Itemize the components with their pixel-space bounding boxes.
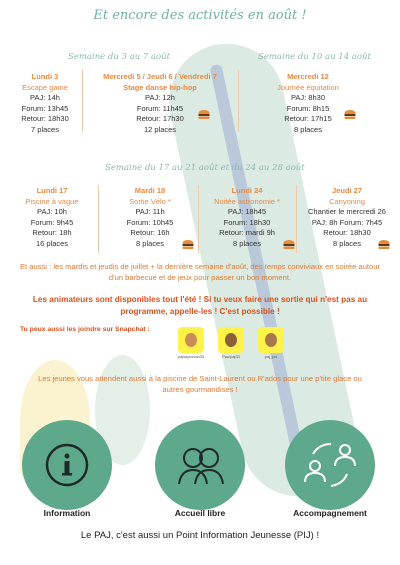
snapchat-username: Paulpaj33	[222, 354, 240, 359]
activity-places: 8 places	[333, 238, 361, 248]
week-heading-2: Semaine du 10 au 14 août	[258, 52, 371, 62]
activity-places: 16 places	[35, 238, 69, 248]
activity-detail: PAJ: 11h	[135, 207, 165, 216]
activity-name: Stage danse hip-hop	[123, 82, 197, 92]
activity-name: Piscine à vague	[25, 196, 79, 206]
divider	[296, 185, 297, 253]
information-label: Information	[43, 508, 91, 518]
activity-day: Lundi 24	[231, 186, 263, 195]
burger-icon	[344, 110, 356, 120]
week-heading-1: Semaine du 3 au 7 août	[68, 52, 171, 62]
activity-name: Journée équitation	[277, 82, 339, 92]
snapchat-username: paj_jos	[264, 354, 278, 359]
snapchat-code-1	[178, 327, 204, 353]
activity-detail: Retour: 16h	[130, 228, 170, 237]
activity-detail: Forum: 8h15	[286, 103, 330, 113]
paragraph-barbecue: Et aussi : les mardis et jeudis de juillet + la dernière semaine d'août, des temps conviviaux en soirée autour d'un barbecue et de jeux pour passer un bon moment.	[19, 262, 381, 282]
people-icon	[155, 420, 245, 510]
activity-detail: Forum: 18h30	[223, 217, 271, 227]
activity-name: Nuitée astronomie *	[214, 196, 280, 206]
activity-places: 8 places	[294, 124, 322, 134]
accueil-label: Accueil libre	[174, 508, 226, 518]
activity-places: 7 places	[31, 124, 59, 134]
activity-detail: Forum: 11h45	[136, 103, 184, 113]
activity-detail: PAJ: 12h	[145, 93, 175, 102]
accompagnement-circle	[285, 420, 375, 510]
activity-day: Mardi 18	[134, 186, 166, 195]
activity-detail: Retour: 18h30	[21, 114, 69, 123]
activity-detail: Retour: 17h15	[284, 114, 332, 123]
activity-day: Jeudi 27	[331, 186, 362, 195]
divider	[198, 185, 199, 253]
activity-places: 8 places	[136, 238, 164, 248]
activity-places: 12 places	[143, 124, 177, 134]
snapchat-code-3	[258, 327, 284, 353]
paragraph-animateurs: Les animateurs sont disponibles tout l'été ! Si tu veux faire une sortie qui n'est pas au programme, appelle-les ! C'est possible !	[32, 295, 368, 316]
divider	[82, 70, 83, 132]
activity-card	[200, 186, 294, 249]
activity-detail: PAJ: 10h	[37, 207, 67, 216]
burger-icon	[378, 240, 390, 250]
burger-icon	[198, 110, 210, 120]
page-title: Et encore des activités en août !	[93, 8, 307, 23]
activity-name: Sortie Vélo *	[129, 196, 171, 206]
activity-name: Canyoning	[329, 196, 365, 206]
divider	[238, 70, 239, 132]
activity-detail: PAJ: 14h	[30, 93, 60, 102]
information-circle	[22, 420, 112, 510]
paragraph-piscine: Les jeunes vous attendent aussi à la piscine de Saint-Laurent ou R'ados pour une p'tite glace ou autres gourmandises !	[38, 374, 362, 394]
exchange-icon	[285, 420, 375, 510]
burger-icon	[182, 240, 194, 250]
accompagnement-label: Accompagnement	[293, 508, 367, 518]
activity-card	[262, 72, 354, 135]
activity-detail: Chantier le mercredi 26	[308, 207, 386, 216]
activity-card	[10, 72, 80, 135]
activity-detail: Retour: mardi 9h	[219, 228, 275, 237]
week-heading-3: Semaine du 17 au 21 août et du 24 au 28 août	[105, 163, 305, 173]
activity-detail: Retour: 18h30	[323, 228, 371, 237]
snapchat-code-2	[218, 327, 244, 353]
activity-day: Lundi 17	[36, 186, 68, 195]
activity-detail: PAJ: 18h45	[227, 207, 267, 216]
activity-name: Escape game	[22, 82, 68, 92]
burger-icon	[283, 240, 295, 250]
activity-card	[86, 72, 234, 135]
activity-detail: Forum: 10h45	[126, 217, 174, 227]
activity-detail: Retour: 17h30	[136, 114, 184, 123]
activity-detail: PAJ: 8h30	[290, 93, 326, 102]
activity-detail: PAJ: 8h Forum: 7h45	[311, 217, 383, 227]
info-icon	[22, 420, 112, 510]
activity-detail: Forum: 9h45	[30, 217, 74, 227]
activity-card	[8, 186, 96, 249]
snapchat-username: pajsaprovan33	[177, 354, 205, 359]
footer-text: Le PAJ, c'est aussi un Point Information Jeunesse (PIJ) !	[80, 530, 320, 541]
activity-day: Mercredi 12	[287, 72, 329, 81]
activity-places: 8 places	[233, 238, 261, 248]
divider	[98, 185, 99, 253]
activity-day: Lundi 3	[31, 72, 59, 81]
activity-detail: Retour: 18h	[32, 228, 72, 237]
snapchat-label: Tu peux aussi les joindre sur Snapchat :	[20, 326, 150, 333]
accueil-circle	[155, 420, 245, 510]
activity-detail: Forum: 13h45	[21, 103, 69, 113]
activity-day: Mercredi 5 / Jeudi 6 / Vendredi 7	[103, 72, 217, 81]
